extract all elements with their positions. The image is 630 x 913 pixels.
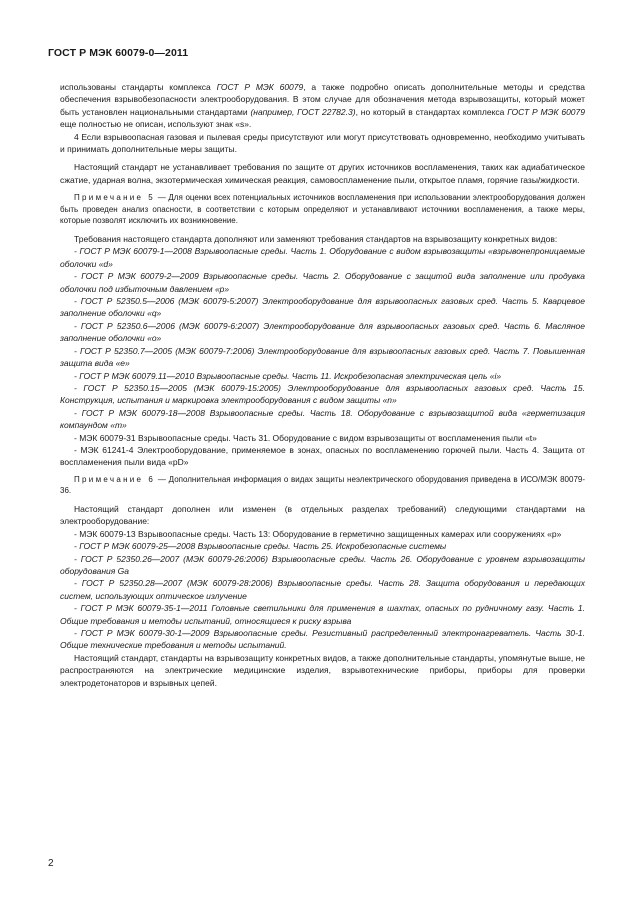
paragraph-other-ignition: Настоящий стандарт не устанавливает требования по защите от других источников воспламенения, таких как адиабатическое сжатие, ударная волна, экзотермическая химическая реакция, самовоспламенение пыли, открытое пламя, горячие газы/жидкости. [60,162,585,185]
standard-reference: - МЭК 61241-4 Электрооборудование, применяемое в зонах, опасных по воспламенению горючей пыли. Часть 4. Защита от воспламенения пыли вида «pD» [60,444,585,468]
note-text: — Дополнительная информация о видах защиты неэлектрического оборудования приведена в ИСО/МЭК 80079-36. [60,474,586,496]
continued-paragraph [60,81,585,131]
standards-list-2 [60,528,585,652]
standard-reference: - ГОСТ Р МЭК 60079-1—2008 Взрывоопасные среды. Часть 1. Оборудование с видом взрывозащиты «взрывонепроницаемые оболочки «d» [60,246,585,269]
note-text: — Для оценки всех потенциальных источников воспламенения при использовании электрооборудования должен быть проведен анализ опасности, в соответствии с которым определяют и устанавливают источники воспламенения, а также меры, которые позволят исключить их возникновение. [60,193,586,226]
standard-reference: - ГОСТ Р 52350.7—2005 (МЭК 60079-7:2006) Электрооборудование для взрывоопасных газовых сред. Часть 7. Повышенная защита вида «е» [60,345,585,369]
standard-reference: - ГОСТ Р 52350.6—2006 (МЭК 60079-6:2007) Электрооборудование для взрывоопасных газовых сред. Часть 6. Масляное заполнение оболочки «о» [60,320,585,344]
document-body [60,81,585,689]
standard-reference: - МЭК 60079-13 Взрывоопасные среды. Часть 13: Оборудование в герметично защищенных камерах или сооружениях «р» [74,528,562,539]
standard-reference: - ГОСТ Р 52350.15—2005 (МЭК 60079-15:2005) Электрооборудование для взрывоопасных газовых сред. Часть 15. Конструкция, испытания и маркировка электрооборудования с видом защиты «n» [60,382,585,406]
standards-list-1 [60,245,585,468]
text-run: ГОСТ Р МЭК 60079 [216,82,304,92]
note-label: Примечание 5 [74,193,156,203]
standard-reference: - ГОСТ Р МЭК 60079-25—2008 Взрывоопасные среды. Часть 25. Искробезопасные системы [74,541,447,552]
list-item-4: 4 Если взрывоопасная газовая и пылевая среды присутствуют или могут присутствовать одновременно, необходимо учитывать и принимать дополнительные меры защиты. [60,131,585,155]
page-number: 2 [48,858,54,869]
paragraph-requirements: Требования настоящего стандарта дополняют или заменяют требования стандартов на взрывозащиту конкретных видов: [74,234,558,245]
note-5 [60,192,585,227]
standard-reference: - ГОСТ Р 52350.5—2006 (МЭК 60079-5:2007) Электрооборудование для взрывоопасных газовых сред. Часть 5. Кварцевое заполнение оболочки «q» [60,296,585,319]
standard-reference: - ГОСТ Р МЭК 60079.11—2010 Взрывоопасные среды. Часть 11. Искробезопасная электрическая цепь «i» [74,370,502,381]
text-run: (например, ГОСТ 22782.3) [250,106,356,117]
text-run: еще полностью не описан, используют знак «s». [60,119,252,130]
text-run: , а также подробно описать дополнительные методы и средства обеспечения взрывобезопасности электрооборудования. В этом случае для обозначения метода взрывозащиты, который может быть установлен национальными стандартами [60,82,585,117]
standard-reference: - ГОСТ Р 52350.26—2007 (МЭК 60079-26:2006) Взрывоопасные среды. Часть 26. Оборудование с уровнем взрывозащиты оборудования Ga [60,553,585,576]
paragraph-scope-exclusions: Настоящий стандарт, стандарты на взрывозащиту конкретных видов, а также дополнительные стандарты, упомянутые выше, не распространяются на электрические медицинские изделия, взрывотехнические приборы, приборы для проверки электродетонаторов и взрывных цепей. [60,652,585,688]
paragraph-supplemented: Настоящий стандарт дополнен или изменен (в отдельных разделах требований) следующими стандартами на электрооборудование: [60,503,585,527]
standard-reference: - ГОСТ Р МЭК 60079-2—2009 Взрывоопасные среды. Часть 2. Оборудование с защитой вида заполнение или продувка оболочки под избыточным давлением «p» [60,271,585,294]
text-run: использованы стандарты комплекса [60,82,217,92]
page-header: ГОСТ Р МЭК 60079-0—2011 [48,47,189,59]
standard-reference: - ГОСТ Р 52350.28—2007 (МЭК 60079-28:2006) Взрывоопасные среды. Часть 28. Защита оборудования и передающих систем, использующих оптическое излучение [60,578,585,601]
standard-reference: - ГОСТ Р МЭК 60079-35-1—2011 Головные светильники для применения в шахтах, опасных по рудничному газу. Часть 1. Общие требования и методы испытаний, относящиеся к риску взрыва [60,603,585,626]
note-label: Примечание 6 [74,474,156,484]
standard-reference: - ГОСТ Р МЭК 60079-18—2008 Взрывоопасные среды. Часть 18. Оборудование с взрывозащитой вида «герметизация компаундом «m» [60,407,585,431]
standard-reference: - ГОСТ Р МЭК 60079-30-1—2009 Взрывоопасные среды. Резистивный распределенный электронагреватель. Часть 30-1. Общие технические требования и методы испытаний. [60,628,585,651]
text-run: , но который в стандартах комплекса [355,106,508,117]
text-run: ГОСТ Р МЭК 60079 [507,106,585,117]
standard-reference: - МЭК 60079-31 Взрывоопасные среды. Часть 31. Оборудование с видом взрывозащиты от воспламенения пыли «t» [74,432,537,443]
note-6 [60,474,585,497]
